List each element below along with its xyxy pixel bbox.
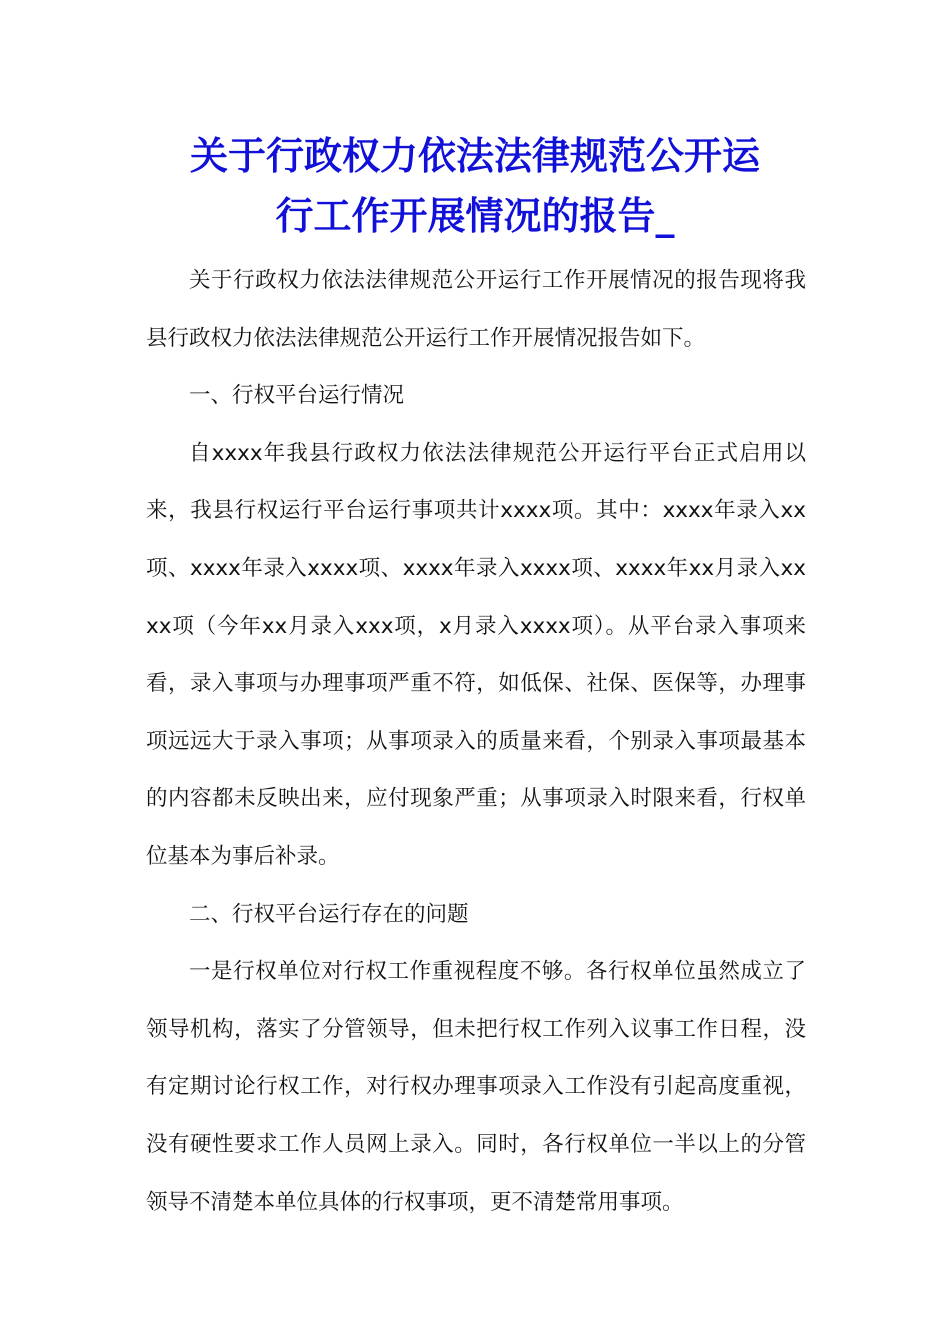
document-title-line-1: 关于行政权力依法法律规范公开运: [189, 133, 760, 178]
document-body: [146, 252, 806, 1231]
section-heading-2: 二、行权平台运行存在的问题: [189, 901, 469, 927]
document-title-line-2: 行工作开展情况的报告_: [275, 193, 675, 238]
paragraph-platform-status: 自xxxx年我县行政权力依法法律规范公开运行平台正式启用以来，我县行权运行平台运行事项共计xxxx项。其中：xxxx年录入xx项、xxxx年录入xxxx项、xxxx年录入xxxx项、xxxx年xx月录入xxxx项（今年xx月录入xxx项，x月录入xxxx项）。从平台录入事项来看，录入事项与办理事项严重不符，如低保、社保、医保等，办理事项远远大于录入事项；从事项录入的质量来看，个别录入事项最基本的内容都未反映出来，应付现象严重；从事项录入时限来看，行权单位基本为事后补录。: [146, 440, 806, 869]
section-heading-1: 一、行权平台运行情况: [189, 383, 405, 409]
paragraph-problem-1: 一是行权单位对行权工作重视程度不够。各行权单位虽然成立了领导机构，落实了分管领导，但未把行权工作列入议事工作日程，没有定期讨论行权工作，对行权办理事项录入工作没有引起高度重视，没有硬性要求工作人员网上录入。同时，各行权单位一半以上的分管领导不清楚本单位具体的行权事项，更不清楚常用事项。: [146, 959, 806, 1215]
paragraph-intro: 关于行政权力依法法律规范公开运行工作开展情况的报告现将我县行政权力依法法律规范公开运行工作开展情况报告如下。: [146, 268, 806, 351]
